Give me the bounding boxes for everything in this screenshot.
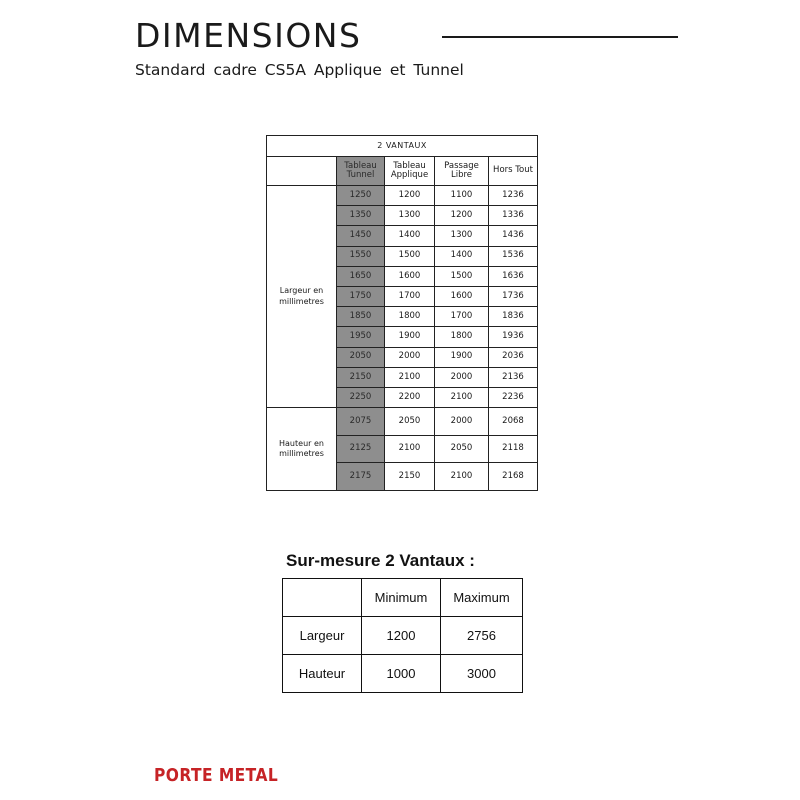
table-cell: 2250 (337, 387, 385, 407)
largeur-minimum: 1200 (362, 617, 441, 655)
table-cell: 2100 (385, 367, 435, 387)
table-cell: 2036 (489, 347, 538, 367)
table-cell: 2150 (385, 463, 435, 491)
table-cell: 2150 (337, 367, 385, 387)
page-title: DIMENSIONS (135, 16, 362, 55)
table-cell: 1436 (489, 226, 538, 246)
dimensions-table (266, 135, 538, 491)
table-cell: 2100 (385, 435, 435, 463)
table-cell: 1800 (385, 307, 435, 327)
table-cell: 2050 (435, 435, 489, 463)
header-empty-cell (283, 579, 362, 617)
table-cell: 2050 (337, 347, 385, 367)
table-cell: 2118 (489, 435, 538, 463)
table-cell: 1100 (435, 186, 489, 206)
table-cell: 1936 (489, 327, 538, 347)
custom-size-table (282, 578, 523, 693)
table-cell: 1900 (385, 327, 435, 347)
column-header-tableau-applique: Tableau Applique (385, 157, 435, 186)
table-cell: 1400 (435, 246, 489, 266)
column-header-minimum: Minimum (362, 579, 441, 617)
table-row (267, 186, 538, 206)
table-cell: 1336 (489, 206, 538, 226)
hauteur-minimum: 1000 (362, 655, 441, 693)
custom-size-title: Sur-mesure 2 Vantaux : (286, 551, 475, 570)
table-cell: 2000 (385, 347, 435, 367)
table-cell: 1700 (385, 286, 435, 306)
table-cell: 1900 (435, 347, 489, 367)
table-cell: 2075 (337, 408, 385, 436)
table-cell: 2100 (435, 387, 489, 407)
table-cell: 1500 (385, 246, 435, 266)
table-cell: 1500 (435, 266, 489, 286)
page-subtitle: Standard cadre CS5A Applique et Tunnel (135, 61, 464, 79)
title-underline (442, 36, 678, 38)
table-cell: 1650 (337, 266, 385, 286)
table-cell: 2100 (435, 463, 489, 491)
row-group-label-largeur: Largeur en millimetres (267, 186, 337, 408)
table-cell: 1236 (489, 186, 538, 206)
table-cell: 2136 (489, 367, 538, 387)
table-cell: 2125 (337, 435, 385, 463)
largeur-maximum: 2756 (441, 617, 523, 655)
table-cell: 2050 (385, 408, 435, 436)
table-cell: 1800 (435, 327, 489, 347)
table-row (267, 408, 538, 436)
table-cell: 1600 (435, 286, 489, 306)
row-label-largeur: Largeur (283, 617, 362, 655)
table-cell: 1550 (337, 246, 385, 266)
table-cell: 1400 (385, 226, 435, 246)
table-cell: 1350 (337, 206, 385, 226)
table-caption: 2 VANTAUX (267, 136, 538, 157)
hauteur-maximum: 3000 (441, 655, 523, 693)
table-cell: 1736 (489, 286, 538, 306)
table-cell: 1600 (385, 266, 435, 286)
row-group-label-hauteur: Hauteur en millimetres (267, 408, 337, 491)
table-cell: 1200 (385, 186, 435, 206)
table-cell: 1200 (435, 206, 489, 226)
header-empty-cell (267, 157, 337, 186)
table-cell: 1250 (337, 186, 385, 206)
table-cell: 1850 (337, 307, 385, 327)
table-cell: 2236 (489, 387, 538, 407)
table-cell: 1450 (337, 226, 385, 246)
table-cell: 2168 (489, 463, 538, 491)
table-cell: 1700 (435, 307, 489, 327)
table-cell: 2000 (435, 367, 489, 387)
table-cell: 2068 (489, 408, 538, 436)
table-cell: 1750 (337, 286, 385, 306)
table-cell: 1300 (435, 226, 489, 246)
table-cell: 1636 (489, 266, 538, 286)
column-header-tableau-tunnel: Tableau Tunnel (337, 157, 385, 186)
column-header-hors-tout: Hors Tout (489, 157, 538, 186)
table-cell: 2000 (435, 408, 489, 436)
table-cell: 2175 (337, 463, 385, 491)
porte-metal-logo: PORTE METAL (154, 765, 279, 786)
table-cell: 2200 (385, 387, 435, 407)
table-cell: 1300 (385, 206, 435, 226)
table-cell: 1836 (489, 307, 538, 327)
table-cell: 1950 (337, 327, 385, 347)
table-cell: 1536 (489, 246, 538, 266)
column-header-maximum: Maximum (441, 579, 523, 617)
row-label-hauteur: Hauteur (283, 655, 362, 693)
column-header-passage-libre: Passage Libre (435, 157, 489, 186)
